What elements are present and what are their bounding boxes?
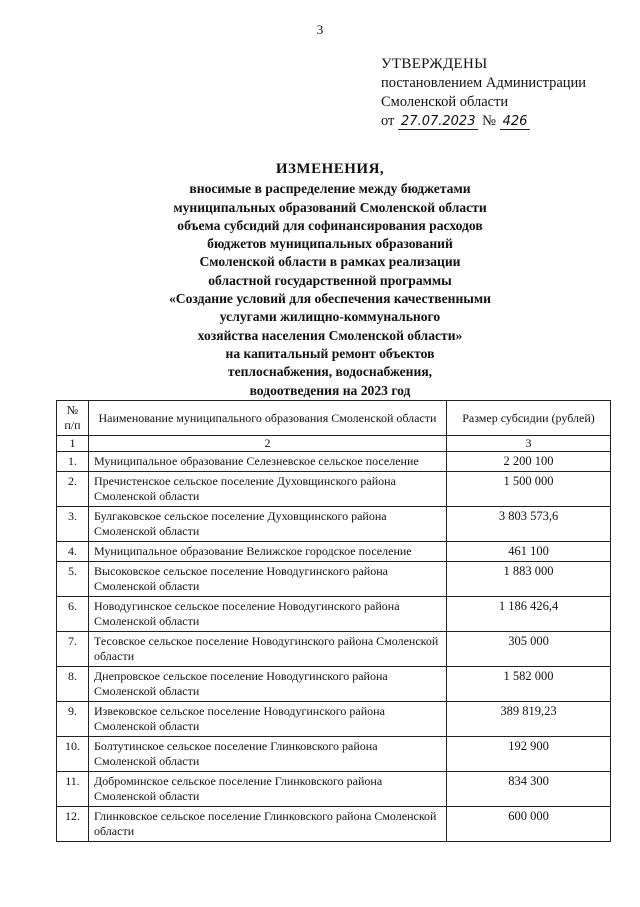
table-row bbox=[57, 772, 611, 807]
approval-region: Смоленской области bbox=[381, 94, 509, 110]
title-line: муниципальных образований Смоленской области bbox=[173, 199, 487, 215]
table-row bbox=[57, 702, 611, 737]
title-line: вносимые в распределение между бюджетами bbox=[189, 181, 471, 197]
row-amount: 1 883 000 bbox=[447, 562, 611, 597]
index-cell: 3 bbox=[447, 436, 611, 452]
row-name: Извековское сельское поселение Новодугинского района Смоленской области bbox=[89, 702, 447, 737]
approval-block bbox=[381, 55, 621, 131]
title-main: ИЗМЕНЕНИЯ, bbox=[275, 161, 385, 177]
row-number: 12. bbox=[57, 807, 89, 842]
row-number: 6. bbox=[57, 597, 89, 632]
table-header-row bbox=[57, 401, 611, 436]
approval-issuer: постановлением Администрации bbox=[381, 75, 587, 91]
row-number: 4. bbox=[57, 542, 89, 562]
approval-date-line bbox=[381, 112, 621, 131]
title-line: областной государственной программы bbox=[208, 272, 452, 288]
row-name: Тесовское сельское поселение Новодугинского района Смоленской области bbox=[89, 632, 447, 667]
row-name: Муниципальное образование Селезневское сельское поселение bbox=[89, 452, 447, 472]
handwritten-number: 426 bbox=[500, 115, 531, 130]
row-number: 3. bbox=[57, 507, 89, 542]
row-name: Высоковское сельское поселение Новодугинского района Смоленской области bbox=[89, 562, 447, 597]
row-number: 8. bbox=[57, 667, 89, 702]
row-name: Доброминское сельское поселение Глинковского района Смоленской области bbox=[89, 772, 447, 807]
table-row bbox=[57, 737, 611, 772]
table-row bbox=[57, 507, 611, 542]
row-amount: 1 186 426,4 bbox=[447, 597, 611, 632]
header-amount: Размер субсидии (рублей) bbox=[447, 401, 611, 436]
row-name: Глинковское сельское поселение Глинковского района Смоленской области bbox=[89, 807, 447, 842]
title-line: «Создание условий для обеспечения качественными bbox=[168, 291, 492, 307]
row-name: Новодугинское сельское поселение Новодугинского района Смоленской области bbox=[89, 597, 447, 632]
row-number: 9. bbox=[57, 702, 89, 737]
row-name: Болтутинское сельское поселение Глинковского района Смоленской области bbox=[89, 737, 447, 772]
row-amount: 600 000 bbox=[447, 807, 611, 842]
document-title bbox=[130, 160, 530, 400]
row-amount: 834 300 bbox=[447, 772, 611, 807]
page-number: 3 bbox=[316, 22, 324, 37]
title-line: бюджетов муниципальных образований bbox=[207, 236, 453, 252]
row-number: 5. bbox=[57, 562, 89, 597]
title-line: хозяйства населения Смоленской области» bbox=[197, 327, 463, 343]
row-amount: 389 819,23 bbox=[447, 702, 611, 737]
row-amount: 1 582 000 bbox=[447, 667, 611, 702]
row-name: Булгаковское сельское поселение Духовщинского района Смоленской области bbox=[89, 507, 447, 542]
title-line: водоотведения на 2023 год bbox=[249, 382, 411, 398]
date-prefix: от bbox=[381, 113, 395, 129]
table-row bbox=[57, 542, 611, 562]
row-number: 7. bbox=[57, 632, 89, 667]
header-name: Наименование муниципального образования Смоленской области bbox=[89, 401, 447, 436]
index-cell: 1 bbox=[57, 436, 89, 452]
row-amount: 3 803 573,6 bbox=[447, 507, 611, 542]
title-line: Смоленской области в рамках реализации bbox=[199, 254, 461, 270]
table-row bbox=[57, 562, 611, 597]
table-row bbox=[57, 472, 611, 507]
approval-heading: УТВЕРЖДЕНЫ bbox=[381, 56, 488, 72]
table-row bbox=[57, 632, 611, 667]
title-line: на капитальный ремонт объектов bbox=[225, 345, 435, 361]
row-amount: 305 000 bbox=[447, 632, 611, 667]
row-number: 1. bbox=[57, 452, 89, 472]
row-amount: 1 500 000 bbox=[447, 472, 611, 507]
title-line: услугами жилищно-коммунального bbox=[219, 309, 441, 325]
table-row bbox=[57, 667, 611, 702]
row-number: 10. bbox=[57, 737, 89, 772]
table-row bbox=[57, 452, 611, 472]
header-number: № п/п bbox=[57, 401, 89, 436]
row-amount: 2 200 100 bbox=[447, 452, 611, 472]
row-name: Муниципальное образование Велижское городское поселение bbox=[89, 542, 447, 562]
handwritten-date: 27.07.2023 bbox=[398, 115, 478, 130]
row-amount: 192 900 bbox=[447, 737, 611, 772]
number-prefix: № bbox=[482, 113, 496, 129]
row-number: 11. bbox=[57, 772, 89, 807]
table-index-row bbox=[57, 436, 611, 452]
row-name: Днепровское сельское поселение Новодугинского района Смоленской области bbox=[89, 667, 447, 702]
table-row bbox=[57, 597, 611, 632]
row-number: 2. bbox=[57, 472, 89, 507]
subsidy-table bbox=[56, 400, 611, 842]
title-line: теплоснабжения, водоснабжения, bbox=[227, 364, 433, 380]
index-cell: 2 bbox=[89, 436, 447, 452]
title-line: объема субсидий для софинансирования расходов bbox=[177, 217, 483, 233]
table-row bbox=[57, 807, 611, 842]
row-name: Пречистенское сельское поселение Духовщинского района Смоленской области bbox=[89, 472, 447, 507]
row-amount: 461 100 bbox=[447, 542, 611, 562]
